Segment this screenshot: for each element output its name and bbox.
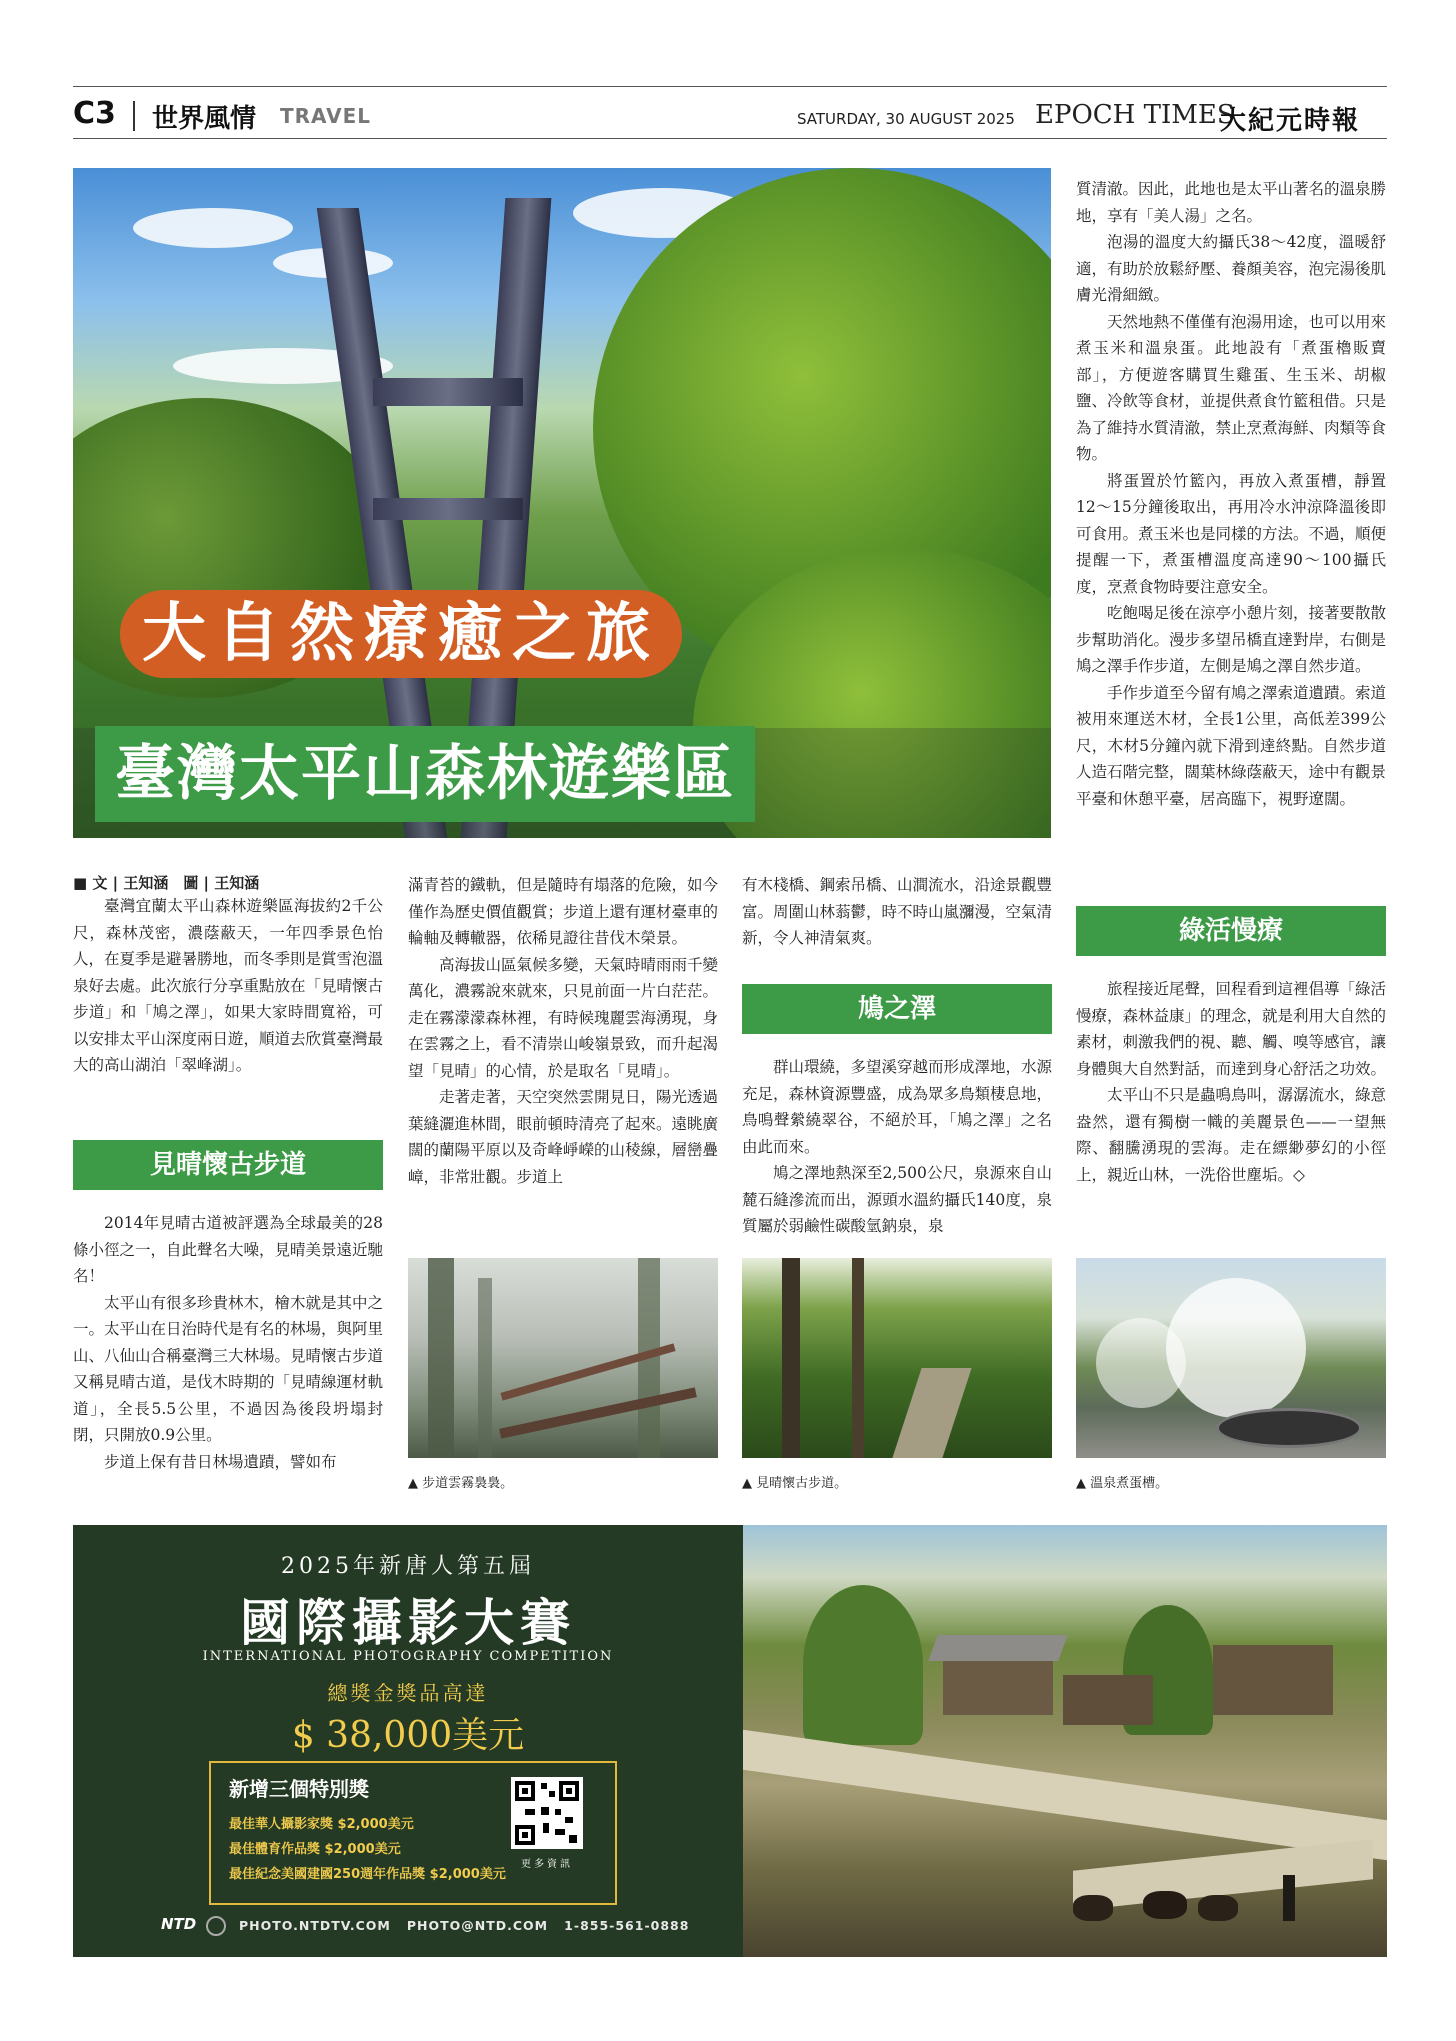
ad-qr-label: 更多資訊 bbox=[521, 1859, 573, 1870]
article-paragraph: 滿青苔的鐵軌，但是隨時有塌落的危險，如今僅作為歷史價值觀賞；步道上還有運材臺車的輪軸及轉轍器，依稀見證往昔伐木榮景。 bbox=[408, 876, 719, 947]
article-paragraph: 群山環繞，多望溪穿越而形成澤地，水源充足，森林資源豐盛，成為眾多鳥類棲息地，鳥鳴聲縈繞翠谷，不絕於耳，「鳩之澤」之名由此而來。 bbox=[742, 1058, 1053, 1156]
ad-award-item: 最佳體育作品獎 $2,000美元 bbox=[229, 1842, 401, 1857]
article-paragraph: 太平山有很多珍貴林木，檜木就是其中之一。太平山在日治時代是有名的林場，與阿里山、八仙山合稱臺灣三大林場。見晴懷古步道又稱見晴古道，是伐木時期的「見晴線運材軌道」，全長5.5公里，不過因為後段坍塌封閉，只開放0.9公里。 bbox=[73, 1293, 384, 1444]
article-paragraph: 鳩之澤地熱深至2,500公尺，泉源來自山麓石縫滲流而出，源頭水溫約攝氏140度，泉質屬於弱鹼性碳酸氫鈉泉，泉 bbox=[742, 1164, 1052, 1235]
photo-misty-trail bbox=[408, 1258, 718, 1458]
article-column-1 bbox=[73, 872, 383, 1079]
headline: 大自然療癒之旅 bbox=[120, 590, 682, 678]
article-column-3 bbox=[742, 872, 1052, 952]
article-paragraph: 質清澈。因此，此地也是太平山著名的溫泉勝地，享有「美人湯」之名。 bbox=[1076, 180, 1387, 225]
globe-icon bbox=[206, 1916, 226, 1936]
section-heading-jianqing: 見晴懷古步道 bbox=[73, 1140, 383, 1190]
ad-award-item: 最佳華人攝影家獎 $2,000美元 bbox=[229, 1817, 414, 1832]
section-title-en: TRAVEL bbox=[280, 104, 372, 128]
article-column-2 bbox=[408, 872, 718, 1190]
section-heading-green-living: 綠活慢療 bbox=[1076, 906, 1386, 956]
article-column-4 bbox=[1076, 176, 1386, 812]
article-column-3b bbox=[742, 1054, 1052, 1240]
ad-panel bbox=[73, 1525, 743, 1957]
article-column-1b bbox=[73, 1210, 383, 1475]
ad-edition: 2025年新唐人第五屆 bbox=[281, 1554, 535, 1579]
header-rule-top bbox=[73, 86, 1387, 87]
photo-caption: ▲ 見晴懷古步道。 bbox=[742, 1476, 848, 1491]
article-paragraph: 步道上保有昔日林場遺蹟，譬如布 bbox=[104, 1452, 337, 1471]
photo-jianqing-trail bbox=[742, 1258, 1052, 1458]
ntd-logo: NTD bbox=[161, 1915, 197, 1933]
byline: ■ 文 | 王知涵 圖 | 王知涵 bbox=[73, 874, 260, 892]
masthead-en: EPOCH TIMES bbox=[1035, 100, 1235, 130]
article-paragraph: 有木棧橋、鋼索吊橋、山澗流水，沿途景觀豐富。周圍山林蓊鬱，時不時山嵐瀰漫，空氣清新，令人神清氣爽。 bbox=[742, 876, 1053, 947]
ad-prize-amount: $ 38,000美元 bbox=[291, 1715, 525, 1756]
page-number: C3 bbox=[73, 96, 116, 131]
article-paragraph: 泡湯的溫度大約攝氏38～42度，溫暖舒適，有助於放鬆紓壓、養顏美容，泡完湯後肌膚光滑細緻。 bbox=[1076, 233, 1387, 304]
ad-photo-village bbox=[743, 1525, 1387, 1957]
ad-award-item: 最佳紀念美國建國250週年作品獎 $2,000美元 bbox=[229, 1867, 506, 1882]
ad-title: 國際攝影大賽 bbox=[240, 1593, 576, 1652]
header-divider bbox=[133, 101, 135, 131]
article-paragraph: 高海拔山區氣候多變，天氣時晴雨雨千變萬化，濃霧說來就來，只見前面一片白茫茫。走在霧濛濛森林裡，有時候瑰麗雲海湧現，身在雲霧之上，看不清崇山峻嶺景致，而升起渴望「見晴」的心情，於是取名「見晴」。 bbox=[408, 955, 719, 1080]
photo-egg-boiling-pool bbox=[1076, 1258, 1386, 1458]
photo-caption: ▲ 溫泉煮蛋槽。 bbox=[1076, 1476, 1169, 1491]
ad-title-en: INTERNATIONAL PHOTOGRAPHY COMPETITION bbox=[202, 1649, 614, 1664]
issue-date: SATURDAY, 30 AUGUST 2025 bbox=[797, 110, 1015, 128]
ad-prize-label: 總獎金獎品高達 bbox=[327, 1681, 489, 1705]
article-paragraph: 吃飽喝足後在涼亭小憩片刻，接著要散散步幫助消化。漫步多望吊橋直達對岸，右側是鳩之澤手作步道，左側是鳩之澤自然步道。 bbox=[1076, 604, 1387, 675]
ad-contact-footer[interactable]: PHOTO.NTDTV.COM PHOTO@NTD.COM 1-855-561-0888 bbox=[239, 1918, 690, 1933]
ad-box-title: 新增三個特別獎 bbox=[229, 1777, 369, 1801]
ad-special-awards bbox=[209, 1761, 617, 1905]
article-paragraph: 將蛋置於竹籃內，再放入煮蛋槽，靜置12～15分鐘後取出，再用冷水沖涼降溫後即可食用。煮玉米也是同樣的方法。不過，順便提醒一下，煮蛋槽溫度高達90～100攝氏度，烹煮食物時要注意安全。 bbox=[1076, 471, 1387, 596]
article-paragraph: 臺灣宜蘭太平山森林遊樂區海拔約2千公尺，森林茂密，濃蔭蔽天，一年四季景色怡人，在夏季是避暑勝地，而冬季則是賞雪泡溫泉好去處。此次旅行分享重點放在「見晴懷古步道」和「鳩之澤」，如果大家時間寬裕，可以安排太平山深度兩日遊，順道去欣賞臺灣最大的高山湖泊「翠峰湖」。 bbox=[73, 897, 384, 1074]
masthead-zh: 大紀元時報 bbox=[1220, 106, 1361, 136]
article-paragraph: 太平山不只是蟲鳴鳥叫，潺潺流水，綠意盎然，還有獨樹一幟的美麗景色——一望無際、翻騰湧現的雲海。走在縹緲夢幻的小徑上，親近山林，一洗俗世塵垢。◇ bbox=[1076, 1086, 1387, 1184]
article-paragraph: 手作步道至今留有鳩之澤索道遺蹟。索道被用來運送木材，全長1公里，高低差399公尺，木材5分鐘內就下滑到達終點。自然步道人造石階完整，闊葉林綠蔭蔽天，途中有觀景平臺和休憩平臺，居高臨下，視野遼闊。 bbox=[1076, 683, 1387, 808]
subheadline: 臺灣太平山森林遊樂區 bbox=[95, 726, 755, 822]
header-rule-bottom bbox=[73, 138, 1387, 139]
article-paragraph: 走著走著，天空突然雲開見日，陽光透過葉縫灑進林間，眼前頓時清亮了起來。遠眺廣闊的蘭陽平原以及奇峰崢嶸的山稜線，層巒疊嶂，非常壯觀。步道上 bbox=[408, 1088, 719, 1186]
qr-code-icon[interactable] bbox=[511, 1777, 583, 1849]
photo-caption: ▲ 步道雲霧裊裊。 bbox=[408, 1476, 514, 1491]
article-column-5 bbox=[1076, 976, 1386, 1188]
article-paragraph: 旅程接近尾聲，回程看到這裡倡導「綠活慢療，森林益康」的理念，就是利用大自然的素材，刺激我們的視、聽、觸、嗅等感官，讓身體與大自然對話，而達到身心舒活之功效。 bbox=[1076, 980, 1387, 1078]
section-heading-jiuzhize: 鳩之澤 bbox=[742, 984, 1052, 1034]
advertisement[interactable] bbox=[73, 1525, 1387, 1957]
article-paragraph: 2014年見晴古道被評選為全球最美的28條小徑之一，自此聲名大噪，見晴美景遠近馳名！ bbox=[73, 1214, 384, 1285]
section-title: 世界風情 bbox=[152, 104, 257, 134]
article-paragraph: 天然地熱不僅僅有泡湯用途，也可以用來煮玉米和溫泉蛋。此地設有「煮蛋櫓販賣部」，方便遊客購買生雞蛋、生玉米、胡椒鹽、冷飲等食材，並提供煮食竹籃租借。只是為了維持水質清澈，禁止烹煮海鮮、肉類等食物。 bbox=[1076, 312, 1387, 463]
